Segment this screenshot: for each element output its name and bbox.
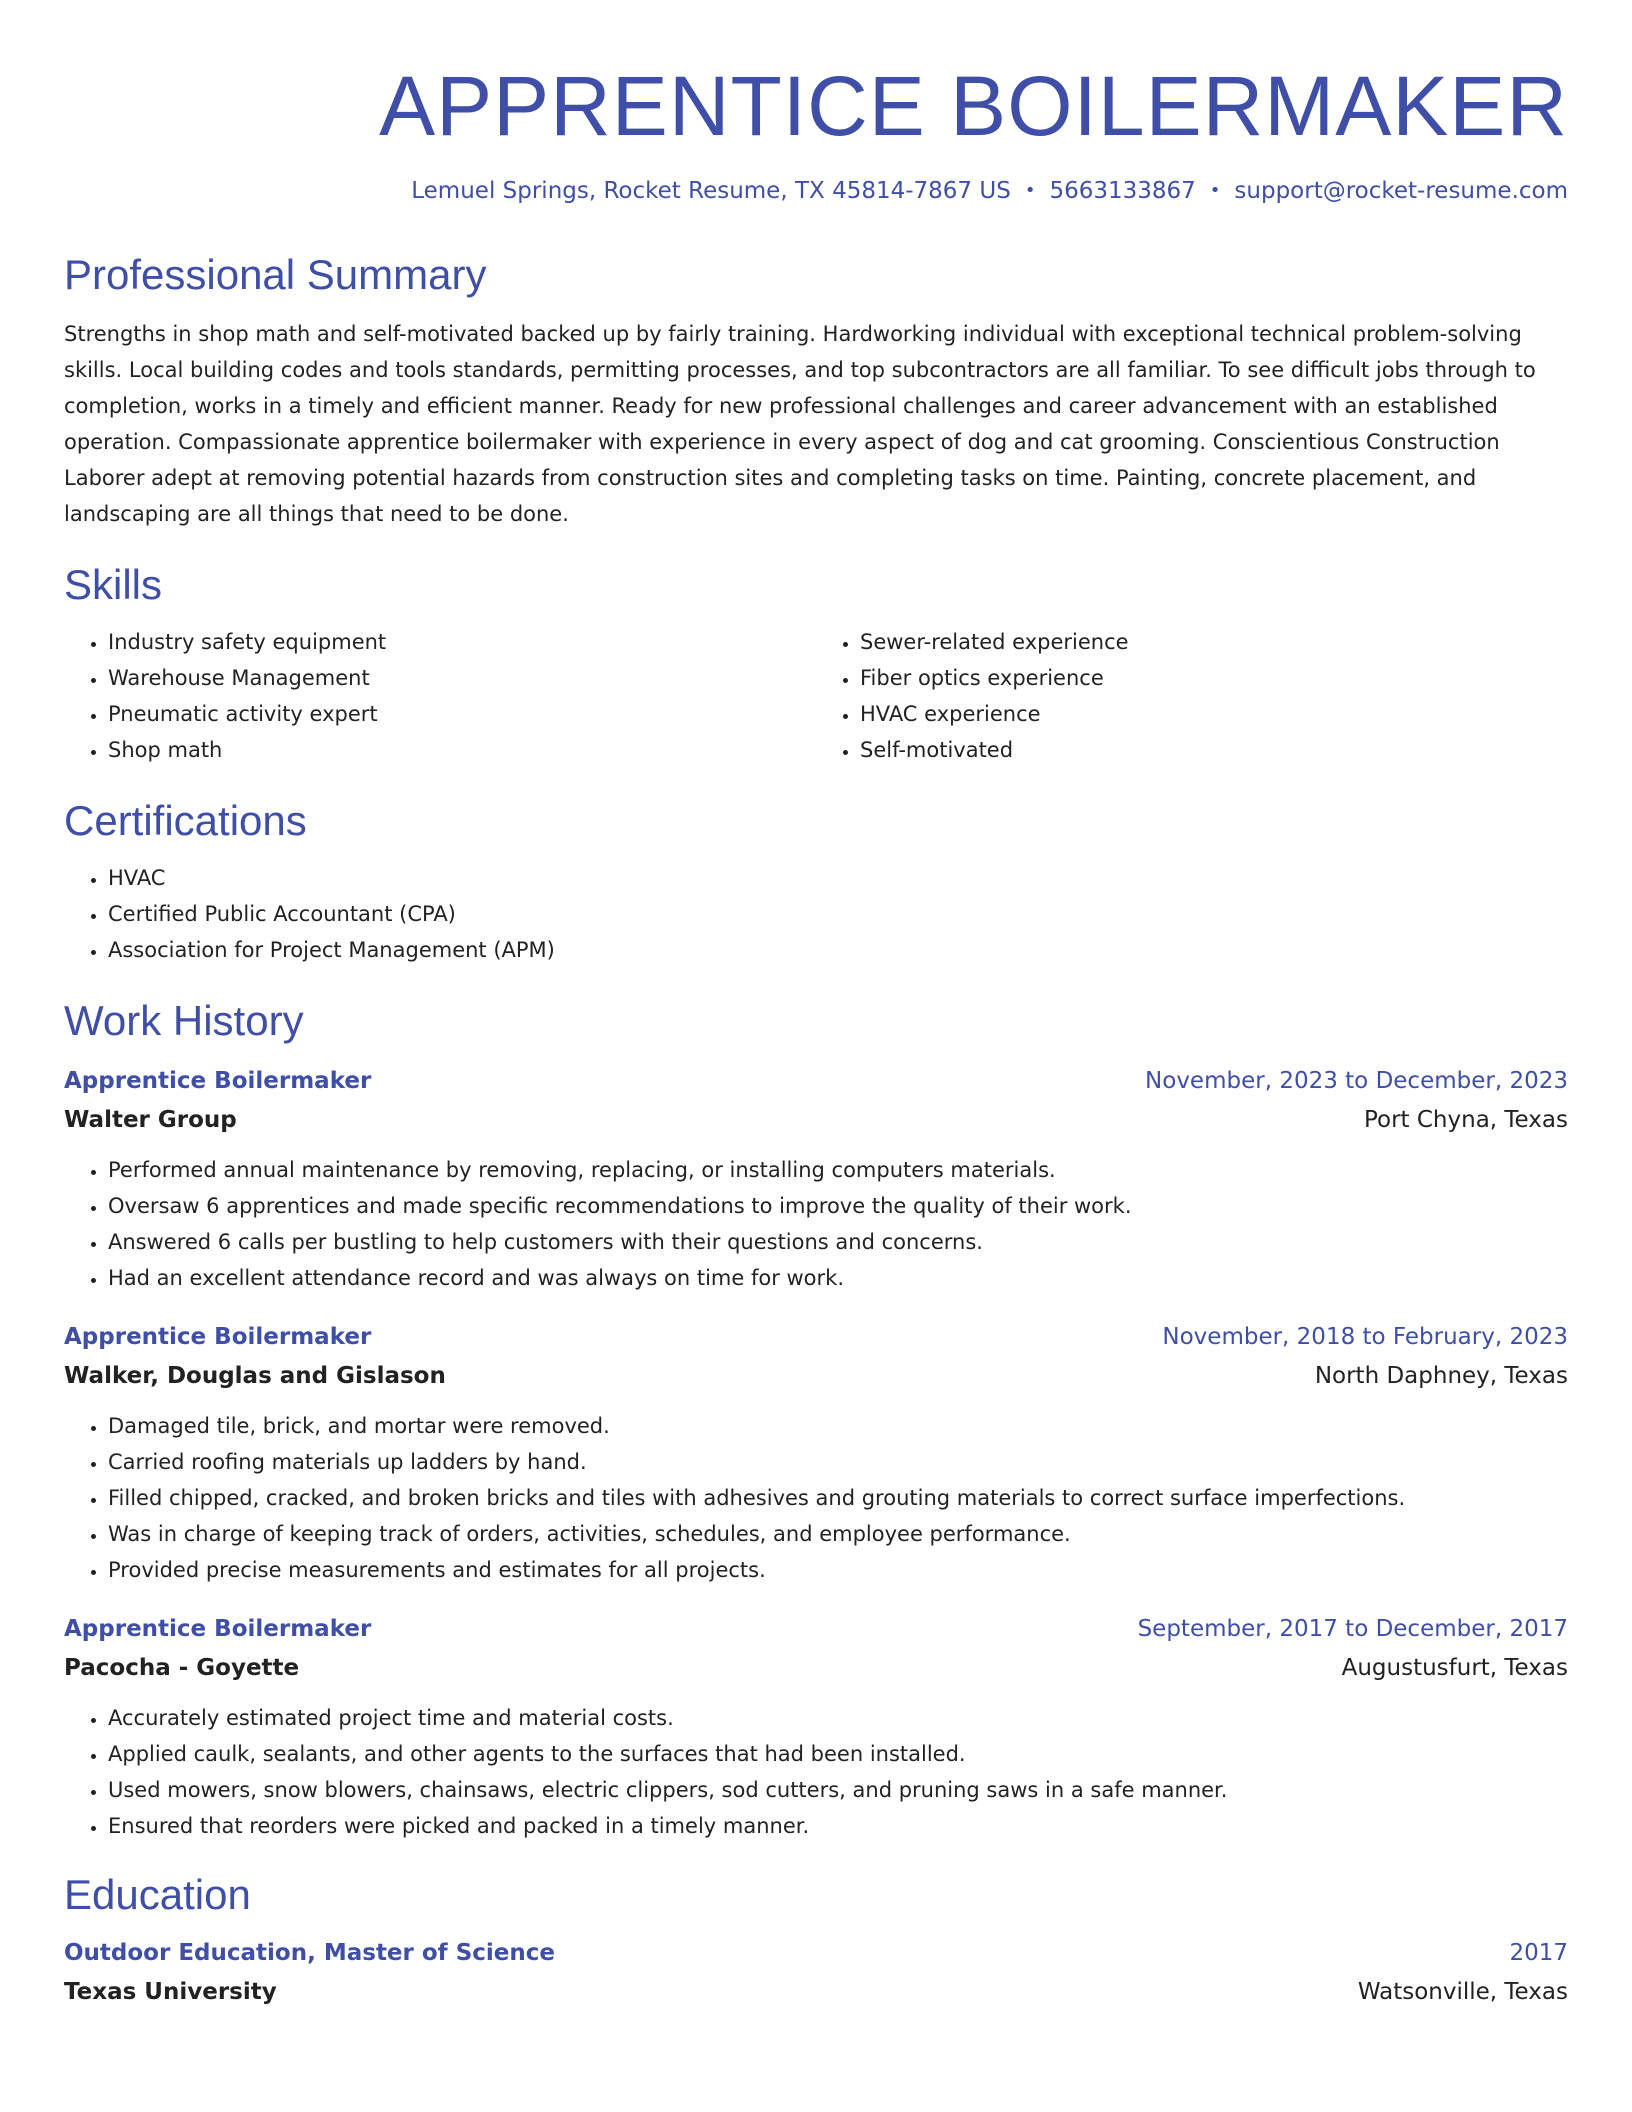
contact-email: support@rocket-resume.com [1234, 178, 1568, 204]
job-bullets [64, 1152, 1568, 1296]
skill-item: • Self-motivated [860, 732, 1568, 768]
skills-columns [64, 610, 1568, 768]
job-bullet: • Filled chipped, cracked, and broken bricks and tiles with adhesives and grouting materials to correct surface imperfections. [108, 1480, 1568, 1516]
work-history-section [64, 996, 1568, 1844]
education-heading: Education [64, 1871, 251, 1918]
job-bullets [64, 1408, 1568, 1588]
certification-item: • HVAC [108, 860, 1568, 896]
job-employer: Walter Group [64, 1107, 237, 1133]
contact-separator: • [1024, 180, 1036, 201]
skill-item: • Shop math [108, 732, 816, 768]
certifications-section [64, 796, 1568, 968]
resume-name: APPRENTICE BOILERMAKER [379, 59, 1568, 153]
skill-item: • Warehouse Management [108, 660, 816, 696]
job-employer: Walker, Douglas and Gislason [64, 1363, 446, 1389]
skill-item: • HVAC experience [860, 696, 1568, 732]
job-entry [64, 1062, 1568, 1296]
skills-section [64, 560, 1568, 768]
job-employer: Pacocha - Goyette [64, 1655, 300, 1681]
job-title: Apprentice Boilermaker [64, 1068, 372, 1094]
job-location: Port Chyna, Texas [1363, 1107, 1568, 1133]
job-bullet: • Used mowers, snow blowers, chainsaws, electric clippers, sod cutters, and pruning saws in a safe manner. [108, 1772, 1568, 1808]
job-bullet: • Provided precise measurements and estimates for all projects. [108, 1552, 1568, 1588]
education-year: 2017 [1509, 1940, 1568, 1966]
job-bullet: • Had an excellent attendance record and was always on time for work. [108, 1260, 1568, 1296]
skills-list-right [816, 624, 1568, 768]
job-bullet: • Carried roofing materials up ladders by hand. [108, 1444, 1568, 1480]
contact-separator: • [1209, 180, 1221, 201]
job-bullet: • Applied caulk, sealants, and other agents to the surfaces that had been installed. [108, 1736, 1568, 1772]
job-bullet: • Performed annual maintenance by removing, replacing, or installing computers materials. [108, 1152, 1568, 1188]
job-location: North Daphney, Texas [1314, 1363, 1568, 1389]
job-bullet: • Was in charge of keeping track of orders, activities, schedules, and employee performance. [108, 1516, 1568, 1552]
job-bullets [64, 1700, 1568, 1844]
skills-heading: Skills [64, 561, 163, 608]
summary-heading: Professional Summary [64, 251, 487, 298]
job-dates: September, 2017 to December, 2017 [1137, 1616, 1568, 1642]
certifications-list [64, 860, 1568, 968]
work-history-heading: Work History [64, 997, 304, 1044]
contact-line [64, 174, 1568, 208]
job-entry [64, 1610, 1568, 1844]
education-section [64, 1870, 1568, 2012]
skill-item: • Pneumatic activity expert [108, 696, 816, 732]
certification-item: • Certified Public Accountant (CPA) [108, 896, 1568, 932]
job-title: Apprentice Boilermaker [64, 1616, 372, 1642]
job-dates: November, 2023 to December, 2023 [1145, 1068, 1568, 1094]
job-entry [64, 1318, 1568, 1588]
education-degree: Outdoor Education, Master of Science [64, 1940, 555, 1966]
skill-item: • Fiber optics experience [860, 660, 1568, 696]
job-bullet: • Answered 6 calls per bustling to help customers with their questions and concerns. [108, 1224, 1568, 1260]
skills-list-left [64, 624, 816, 768]
contact-address: Lemuel Springs, Rocket Resume, TX 45814-7867 US [411, 178, 1011, 204]
education-location: Watsonville, Texas [1357, 1979, 1568, 2005]
contact-phone: 5663133867 [1049, 178, 1196, 204]
summary-text: Strengths in shop math and self-motivated backed up by fairly training. Hardworking individual with exceptional technical problem-solving skills. Local building codes and tools standards, permitting processes, and top subcontractors are all familiar. To see difficult jobs through to completion, works in a timely and efficient manner. Ready for new professional challenges and career advancement with an established operation. Compassionate apprentice boilermaker with experience in every aspect of dog and cat grooming. Conscientious Construction Laborer adept at removing potential hazards from construction sites and completing tasks on time. Painting, concrete placement, and landscaping are all things that need to be done. [64, 322, 1536, 526]
resume-page [64, 0, 1568, 2012]
summary-section [64, 250, 1568, 532]
education-school: Texas University [64, 1979, 277, 2005]
job-bullet: • Accurately estimated project time and material costs. [108, 1700, 1568, 1736]
job-bullet: • Damaged tile, brick, and mortar were removed. [108, 1408, 1568, 1444]
certifications-heading: Certifications [64, 797, 307, 844]
job-location: Augustusfurt, Texas [1341, 1655, 1568, 1681]
job-title: Apprentice Boilermaker [64, 1324, 372, 1350]
skill-item: • Industry safety equipment [108, 624, 816, 660]
skill-item: • Sewer-related experience [860, 624, 1568, 660]
education-entry [64, 1934, 1568, 2012]
job-bullet: • Ensured that reorders were picked and packed in a timely manner. [108, 1808, 1568, 1844]
certification-item: • Association for Project Management (APM) [108, 932, 1568, 968]
job-bullet: • Oversaw 6 apprentices and made specific recommendations to improve the quality of their work. [108, 1188, 1568, 1224]
job-dates: November, 2018 to February, 2023 [1162, 1324, 1568, 1350]
